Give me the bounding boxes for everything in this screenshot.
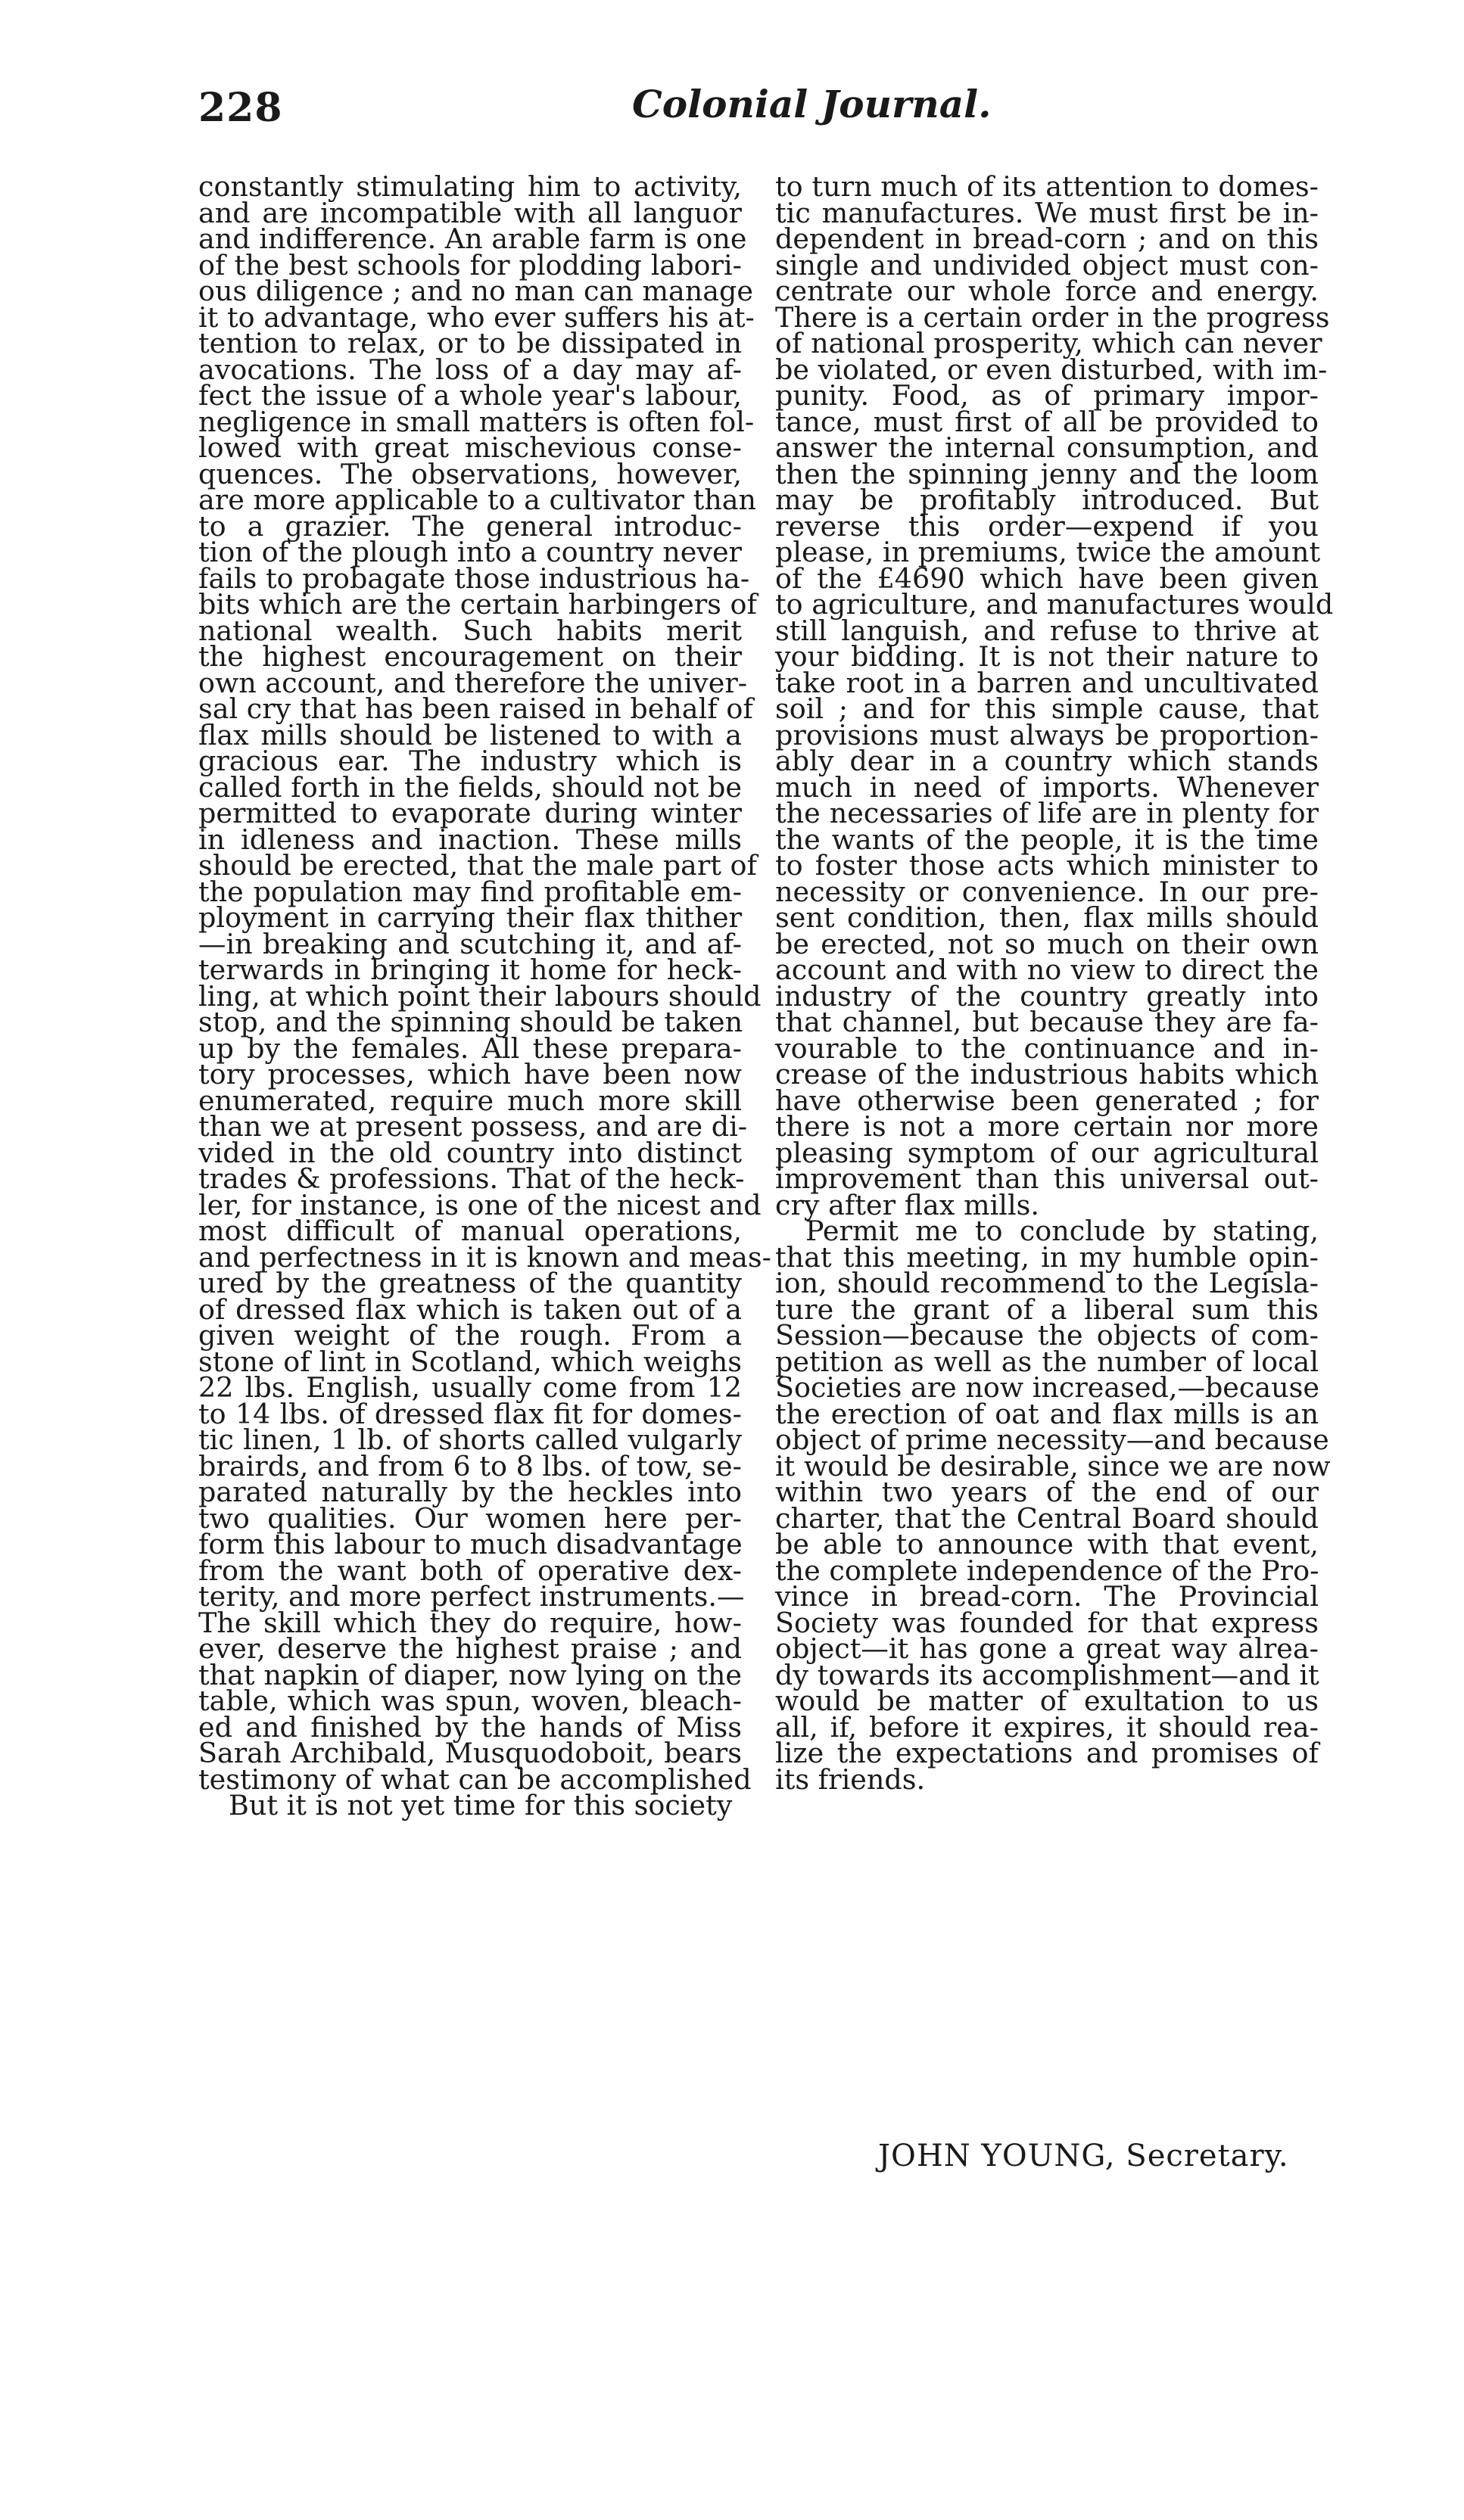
text-line: fect the issue of a whole year's labour, <box>198 379 742 412</box>
text-line: centrate our whole force and energy. <box>775 275 1319 307</box>
text-line: the necessaries of life are in plenty for <box>775 797 1319 829</box>
text-line: to foster those acts which minister to <box>775 849 1319 882</box>
text-line: avocations. The loss of a day may af- <box>198 353 742 386</box>
text-line: bits which are the certain harbingers of <box>198 588 758 621</box>
text-line: in idleness and inaction. These mills <box>198 823 742 856</box>
text-line: that this meeting, in my humble opin- <box>775 1240 1319 1274</box>
text-line: be erected, not so much on their own <box>775 927 1319 960</box>
text-line: ably dear in a country which stands <box>775 745 1319 777</box>
text-line: it would be desirable, since we are now <box>775 1449 1331 1482</box>
text-line: dy towards its accomplishment—and it <box>775 1658 1319 1691</box>
text-line: ler, for instance, is one of the nicest and <box>198 1188 762 1221</box>
text-line: sal cry that has been raised in behalf of <box>198 692 753 725</box>
text-line: of national prosperity, which can never <box>775 327 1322 359</box>
text-line: object—it has gone a great way alrea- <box>775 1632 1319 1665</box>
text-line: most difficult of manual operations, <box>198 1215 742 1247</box>
text-line: own account, and therefore the univer- <box>198 666 748 699</box>
text-line: vided in the old country into distinct <box>198 1136 742 1169</box>
text-line: the highest encouragement on their <box>198 640 742 673</box>
text-line: ion, should recommend to the Legisla- <box>775 1267 1319 1299</box>
text-line: quences. The observations, however, <box>198 457 742 490</box>
text-line: ous diligence ; and no man can manage <box>198 275 753 307</box>
text-line: of dressed flax which is taken out of a <box>198 1293 742 1326</box>
text-line: single and undivided object must con- <box>775 248 1319 282</box>
text-line: reverse this order—expend if you <box>775 509 1319 543</box>
text-line: that napkin of diaper, now lying on the <box>198 1658 742 1691</box>
text-line: crease of the industrious habits which <box>775 1058 1319 1090</box>
text-line: There is a certain order in the progress <box>775 300 1330 334</box>
text-line: object of prime necessity—and because <box>775 1423 1329 1456</box>
text-line: your bidding. It is not their nature to <box>775 640 1319 673</box>
text-line: petition as well as the number of local <box>775 1345 1319 1378</box>
text-line: stop, and the spinning should be taken <box>198 1006 743 1038</box>
text-line: stone of lint in Scotland, which weighs <box>198 1345 742 1378</box>
text-line: tic manufactures. We must first be in- <box>775 196 1319 229</box>
text-line: flax mills should be listened to with a <box>198 718 742 751</box>
text-line: to turn much of its attention to domes- <box>775 170 1319 203</box>
text-line: lize the expectations and promises of <box>775 1737 1319 1769</box>
text-line: punity. Food, as of primary impor- <box>775 379 1319 412</box>
text-line: called forth in the fields, should not be <box>198 770 742 804</box>
text-line: the population may find profitable em- <box>198 875 742 908</box>
text-line: to 14 lbs. of dressed flax fit for domes- <box>198 1397 742 1430</box>
text-line: the complete independence of the Pro- <box>775 1554 1319 1587</box>
text-line: its friends. <box>775 1762 926 1796</box>
text-line: to agriculture, and manufactures would <box>775 588 1334 621</box>
text-line: and perfectness in it is known and meas- <box>198 1240 772 1274</box>
text-line: terity, and more perfect instruments.— <box>198 1580 745 1613</box>
page-number: 228 <box>198 85 283 131</box>
text-line: all, if, before it expires, it should rea- <box>775 1710 1319 1744</box>
text-line: Sarah Archibald, Musquodoboit, bears <box>198 1737 742 1769</box>
text-line: ture the grant of a liberal sum this <box>775 1293 1319 1326</box>
text-line: within two years of the end of our <box>775 1476 1319 1508</box>
text-line: parated naturally by the heckles into <box>198 1476 742 1508</box>
text-line: vourable to the continuance and in- <box>775 1031 1319 1065</box>
text-line: permitted to evaporate during winter <box>198 797 742 829</box>
text-line: have otherwise been generated ; for <box>775 1084 1319 1117</box>
text-line: national wealth. Such habits merit <box>198 614 742 647</box>
text-line: Societies are now increased,—because <box>775 1371 1319 1404</box>
text-line: ployment in carrying their flax thither <box>198 901 742 934</box>
text-line: Permit me to conclude by stating, <box>805 1215 1319 1247</box>
text-line: ever, deserve the highest praise ; and <box>198 1632 742 1665</box>
text-line: two qualities. Our women here per- <box>198 1501 742 1535</box>
text-line: tion of the plough into a country never <box>198 536 742 568</box>
text-line: ling, at which point their labours should <box>198 979 762 1013</box>
text-line: tance, must first of all be provided to <box>775 405 1319 438</box>
text-line: lowed with great mischevious conse- <box>198 431 742 464</box>
text-line: be violated, or even disturbed, with im- <box>775 353 1328 386</box>
text-line: trades & professions. That of the heck- <box>198 1162 745 1195</box>
text-line: negligence in small matters is often fol- <box>198 405 755 438</box>
text-line: constantly stimulating him to activity, <box>198 170 742 203</box>
text-line: tention to relax, or to be dissipated in <box>198 327 742 359</box>
text-line: the wants of the people, it is the time <box>775 823 1319 856</box>
text-line: industry of the country greatly into <box>775 979 1319 1013</box>
text-line: still languish, and refuse to thrive at <box>775 614 1319 647</box>
text-line: the erection of oat and flax mills is an <box>775 1397 1319 1430</box>
text-line: enumerated, require much more skill <box>198 1084 742 1117</box>
text-line: The skill which they do require, how- <box>198 1606 742 1639</box>
text-line: be able to announce with that event, <box>775 1528 1319 1560</box>
text-line: But it is not yet time for this society <box>229 1789 733 1822</box>
text-line: ed and finished by the hands of Miss <box>198 1710 742 1744</box>
text-line: may be profitably introduced. But <box>775 484 1319 516</box>
text-line: then the spinning jenny and the loom <box>775 457 1319 490</box>
text-line: pleasing symptom of our agricultural <box>775 1136 1319 1169</box>
signature: JOHN YOUNG, Secretary. <box>878 2139 1289 2173</box>
text-line: table, which was spun, woven, bleach- <box>198 1685 742 1717</box>
text-line: cry after flax mills. <box>775 1188 1039 1221</box>
text-line: —in breaking and scutching it, and af- <box>198 927 742 960</box>
text-line: of the £4690 which have been given <box>775 562 1319 595</box>
text-line: and are incompatible with all languor <box>198 196 742 229</box>
text-line: account and with no view to direct the <box>775 954 1319 986</box>
text-line: fails to probagate those industrious ha- <box>198 562 750 595</box>
text-line: terwards in bringing it home for heck- <box>198 954 742 986</box>
left-column <box>198 170 772 1822</box>
text-line: gracious ear. The industry which is <box>198 745 742 777</box>
text-line: much in need of imports. Whenever <box>775 770 1319 804</box>
text-line: brairds, and from 6 to 8 lbs. of tow, se- <box>198 1449 742 1482</box>
text-line: of the best schools for plodding labori- <box>198 248 742 282</box>
text-line: form this labour to much disadvantage <box>198 1528 743 1560</box>
text-line: would be matter of exultation to us <box>775 1685 1319 1717</box>
text-line: sent condition, then, flax mills should <box>775 901 1319 934</box>
text-line: Society was founded for that express <box>775 1606 1319 1639</box>
text-line: there is not a more certain nor more <box>775 1110 1319 1143</box>
running-head: Colonial Journal. <box>632 82 992 126</box>
text-line: from the want both of operative dex- <box>198 1554 742 1587</box>
text-line: charter, that the Central Board should <box>775 1501 1319 1535</box>
text-line: necessity or convenience. In our pre- <box>775 875 1319 908</box>
text-line: to a grazier. The general introduc- <box>198 509 742 543</box>
text-line: tic linen, 1 lb. of shorts called vulgarly <box>198 1423 742 1456</box>
text-line: than we at present possess, and are di- <box>198 1110 748 1143</box>
text-line: testimony of what can be accomplished <box>198 1762 752 1796</box>
text-line: that channel, but because they are fa- <box>775 1006 1319 1038</box>
text-line: 22 lbs. English, usually come from 12 <box>198 1371 742 1404</box>
text-line: answer the internal consumption, and <box>775 431 1319 464</box>
text-line: tory processes, which have been now <box>198 1058 742 1090</box>
text-line: should be erected, that the male part of <box>198 849 758 882</box>
text-line: given weight of the rough. From a <box>198 1319 742 1352</box>
text-line: please, in premiums, twice the amount <box>775 536 1321 568</box>
text-line: soil ; and for this simple cause, that <box>775 692 1319 725</box>
text-line: provisions must always be proportion- <box>775 718 1319 751</box>
text-line: it to advantage, who ever suffers his at- <box>198 300 755 334</box>
text-line: are more applicable to a cultivator than <box>198 484 757 516</box>
text-line: ured by the greatness of the quantity <box>198 1267 742 1299</box>
text-line: up by the females. All these prepara- <box>198 1031 742 1065</box>
text-line: improvement than this universal out- <box>775 1162 1319 1195</box>
right-column <box>775 170 1334 1796</box>
text-line: and indifference. An arable farm is one <box>198 222 747 255</box>
text-line: dependent in bread-corn ; and on this <box>775 222 1319 255</box>
text-line: vince in bread-corn. The Provincial <box>775 1580 1319 1613</box>
text-line: take root in a barren and uncultivated <box>775 666 1319 699</box>
text-line: Session—because the objects of com- <box>775 1319 1319 1352</box>
